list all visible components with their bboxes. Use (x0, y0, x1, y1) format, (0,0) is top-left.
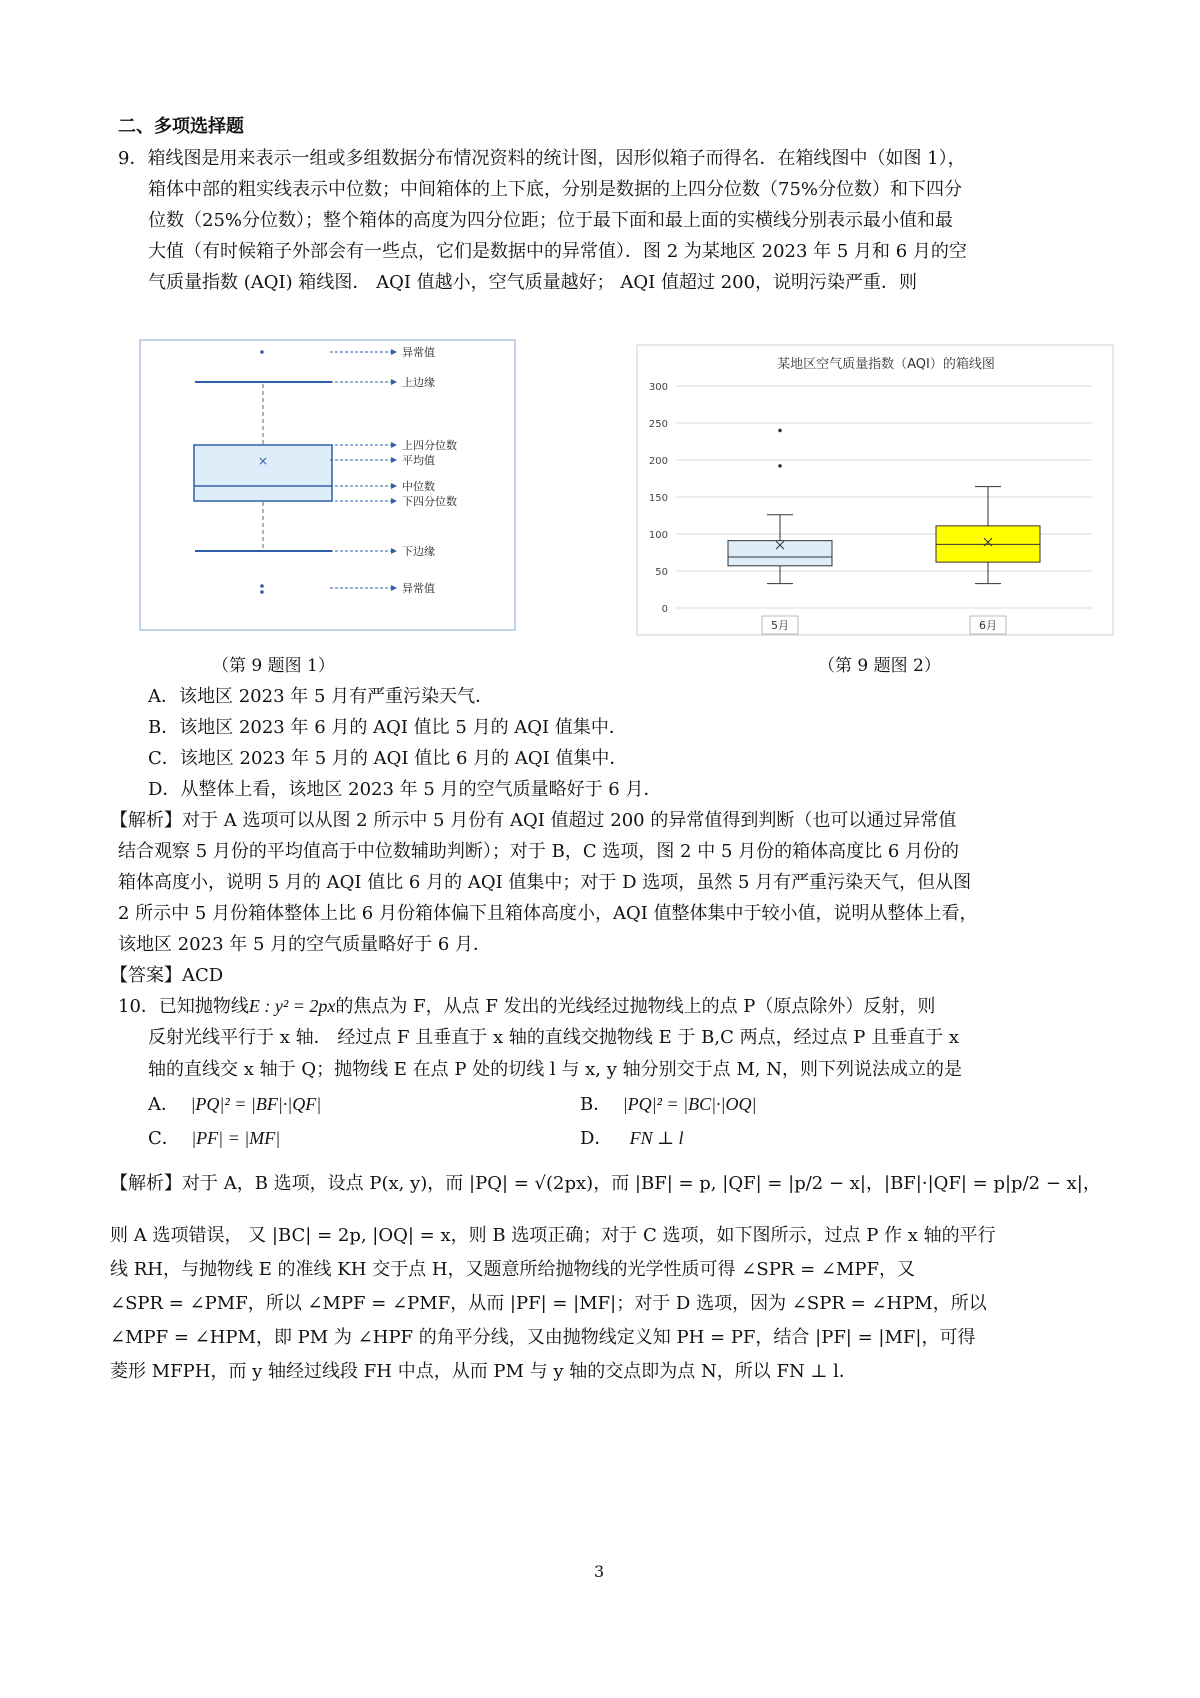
q10-option-c (148, 1124, 280, 1153)
label-mean: 平均值 (402, 454, 435, 467)
label-outlier-top: 异常值 (402, 346, 435, 359)
q9-option-b: B．该地区 2023 年 6 月的 AQI 值比 5 月的 AQI 值集中． (148, 717, 627, 738)
y-tick-label: 100 (648, 530, 668, 541)
label-lower-whisker: 下边缘 (402, 545, 435, 558)
q9-analysis-line: 该地区 2023 年 5 月的空气质量略好于 6 月． (118, 934, 492, 955)
q9-option-d: D．从整体上看，该地区 2023 年 5 月的空气质量略好于 6 月． (148, 779, 662, 800)
q10-option-c-label: C． (148, 1128, 180, 1149)
label-q3: 上四分位数 (402, 439, 457, 452)
outlier-point (778, 429, 782, 433)
q9-option-a: A．该地区 2023 年 5 月有严重污染天气． (148, 686, 494, 707)
q9-line: 大值（有时候箱子外部会有一些点，它们是数据中的异常值）．图 2 为某地区 2023 年 5 月和 6 月的空 (148, 241, 967, 262)
parabola-equation: E : y² = 2px (248, 996, 336, 1016)
y-tick-label: 250 (648, 419, 668, 430)
q10-option-a-label: A． (148, 1094, 179, 1115)
label-median: 中位数 (402, 480, 435, 493)
q10-analysis-line: 【解析】对于 A，B 选项，设点 P(x, y)，而 |PQ| = √(2px)，而 |BF| = p, |QF| = |p/2 − x|，|BF|·|QF| = p|p/2 − x|， (110, 1173, 1101, 1194)
q9-line: 气质量指数 (AQI) 箱线图． AQI 值越小，空气质量越好； AQI 值超过 200，说明污染严重．则 (148, 272, 918, 293)
q9-analysis-line: 2 所示中 5 月份箱体整体上比 6 月份箱体偏下且箱体高度小，AQI 值整体集中于较小值，说明从整体上看， (118, 903, 978, 924)
q10-option-c-formula: |PF| = |MF| (191, 1128, 281, 1148)
q10-option-d-label: D． (580, 1128, 613, 1149)
q10-analysis-line: 线 RH，与抛物线 E 的准线 KH 交于点 H，又题意所给抛物线的光学性质可得 ∠SPR = ∠MPF，又 (110, 1259, 915, 1280)
figure-2-aqi-boxplot-chart (636, 344, 1114, 644)
q9-line: 9．箱线图是用来表示一组或多组数据分布情况资料的统计图，因形似箱子而得名．在箱线图中（如图 1）， (118, 148, 966, 169)
q10-option-b (580, 1090, 756, 1119)
figure-1-caption: （第 9 题图 1） (212, 656, 335, 676)
figure-2-caption: （第 9 题图 2） (818, 656, 941, 676)
q10-option-d-formula: FN ⊥ l (629, 1128, 684, 1148)
outlier-point (260, 590, 264, 594)
chart-frame (637, 345, 1113, 635)
y-tick-label: 300 (648, 382, 668, 393)
q10-line-1-end: 的焦点为 F，从点 F 发出的光线经过抛物线上的点 P（原点除外）反射，则 (335, 996, 936, 1017)
q10-analysis-line: ∠MPF = ∠HPM，即 PM 为 ∠HPF 的角平分线，又由抛物线定义知 PH = PF，结合 |PF| = |MF|，可得 (110, 1327, 976, 1348)
figure-1-boxplot-diagram (130, 330, 540, 640)
y-tick-label: 0 (661, 604, 668, 615)
y-tick-label: 50 (655, 567, 668, 578)
q10-analysis-line: ∠SPR = ∠PMF，所以 ∠MPF = ∠PMF，从而 |PF| = |MF|；对于 D 选项，因为 ∠SPR = ∠HPM，所以 (110, 1293, 987, 1314)
q10-analysis-line: 菱形 MFPH，而 y 轴经过线段 FH 中点，从而 PM 与 y 轴的交点即为点 N，所以 FN ⊥ l． (110, 1361, 857, 1382)
mean-marker: × (258, 454, 269, 468)
x-tick-label: 5月 (771, 619, 789, 632)
outlier-point (778, 464, 782, 468)
page-number: 3 (594, 1562, 605, 1581)
q10-option-d (580, 1124, 684, 1153)
q10-line-1 (118, 992, 935, 1021)
y-tick-label: 200 (648, 456, 668, 467)
x-tick-label: 6月 (979, 619, 997, 632)
section-title: 二、多项选择题 (118, 116, 244, 137)
q10-line-3: 轴的直线交 x 轴于 Q；抛物线 E 在点 P 处的切线 l 与 x, y 轴分别交于点 M, N，则下列说法成立的是 (148, 1059, 962, 1080)
q9-line: 箱体中部的粗实线表示中位数；中间箱体的上下底，分别是数据的上四分位数（75%分位数）和下四分 (148, 179, 963, 200)
chart-title: 某地区空气质量指数（AQI）的箱线图 (777, 357, 995, 372)
outlier-point (260, 584, 264, 588)
q9-analysis-line: 结合观察 5 月份的平均值高于中位数辅助判断）；对于 B，C 选项，图 2 中 5 月份的箱体高度比 6 月份的 (118, 841, 960, 862)
q10-analysis-line: 则 A 选项错误， 又 |BC| = 2p, |OQ| = x，则 B 选项正确；对于 C 选项，如下图所示，过点 P 作 x 轴的平行 (110, 1225, 996, 1246)
label-outlier-bottom: 异常值 (402, 582, 435, 595)
outlier-point (260, 350, 264, 354)
q9-line: 位数（25%分位数）；整个箱体的高度为四分位距；位于最下面和最上面的实横线分别表示最小值和最 (148, 210, 954, 231)
q10-line-2: 反射光线平行于 x 轴． 经过点 F 且垂直于 x 轴的直线交抛物线 E 于 B,C 两点，经过点 P 且垂直于 x (148, 1027, 960, 1048)
q10-option-a-formula: |PQ|² = |BF|·|QF| (190, 1094, 322, 1114)
label-upper-whisker: 上边缘 (402, 376, 435, 389)
q9-analysis-line: 箱体高度小，说明 5 月的 AQI 值比 6 月的 AQI 值集中；对于 D 选项，虽然 5 月有严重污染天气，但从图 (118, 872, 972, 893)
q10-option-b-formula: |PQ|² = |BC|·|OQ| (622, 1094, 757, 1114)
q10-option-a (148, 1090, 321, 1119)
q10-line-1-start: 10．已知抛物线 (118, 996, 249, 1017)
q9-option-c: C．该地区 2023 年 5 月的 AQI 值比 6 月的 AQI 值集中． (148, 748, 628, 769)
q9-analysis-line: 【解析】对于 A 选项可以从图 2 所示中 5 月份有 AQI 值超过 200 的异常值得到判断（也可以通过异常值 (110, 810, 957, 831)
label-q1: 下四分位数 (402, 495, 457, 508)
q10-option-b-label: B． (580, 1094, 612, 1115)
y-tick-label: 150 (648, 493, 668, 504)
q9-answer: 【答案】ACD (110, 965, 224, 986)
